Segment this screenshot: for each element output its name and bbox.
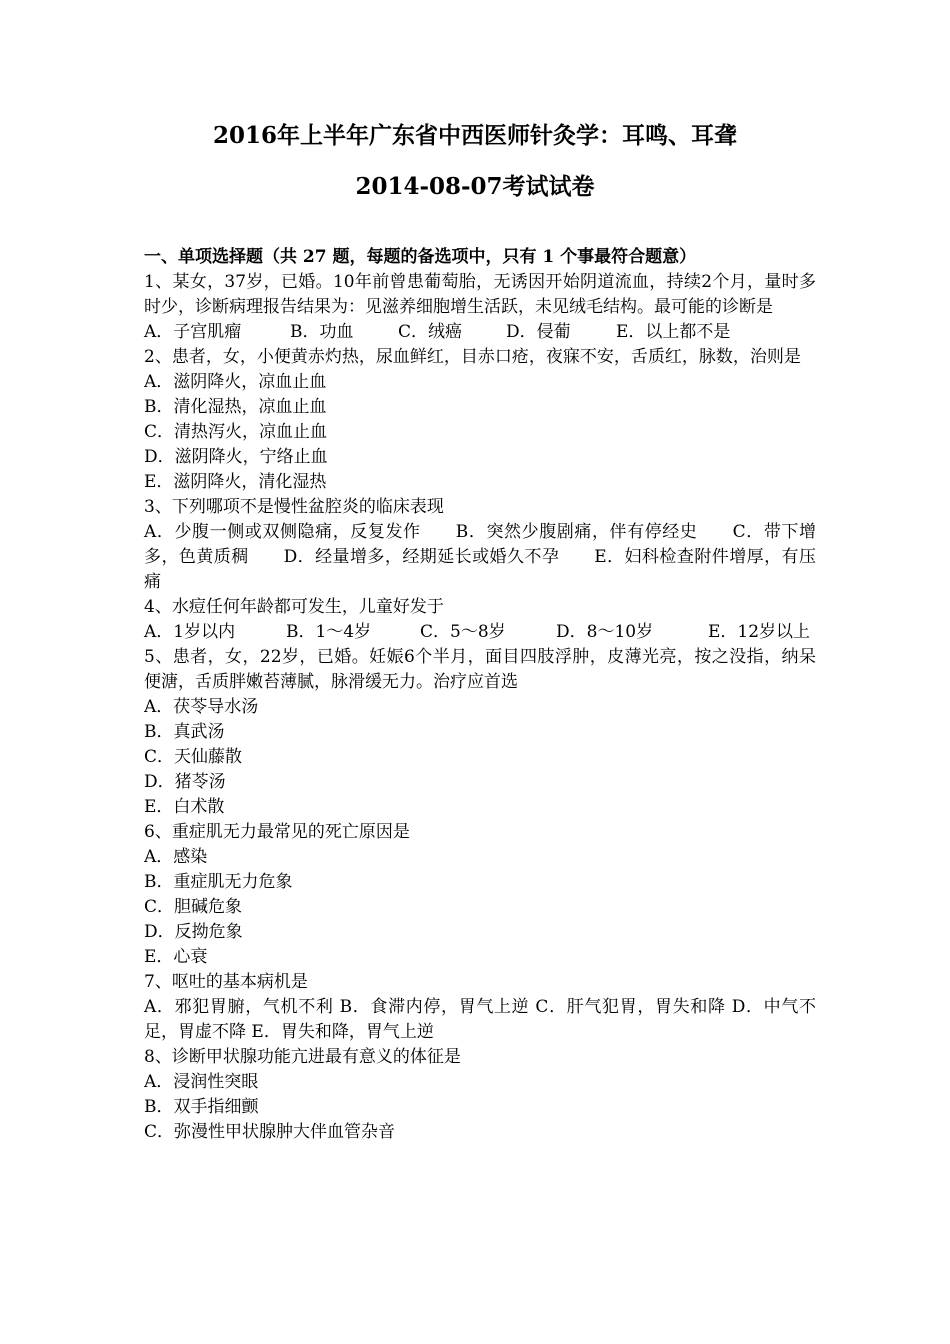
question-1 bbox=[144, 270, 816, 345]
question-8-text: 8、诊断甲状腺功能亢进最有意义的体征是 bbox=[144, 1047, 461, 1067]
option-d: D．反拗危象 bbox=[144, 922, 243, 942]
option-a: A．浸润性突眼 bbox=[144, 1072, 259, 1092]
option-a: A．感染 bbox=[144, 847, 208, 867]
option-e: E．滋阴降火，清化湿热 bbox=[144, 472, 327, 492]
document-title-line1: 2016年上半年广东省中西医师针灸学：耳鸣、耳聋 bbox=[212, 122, 737, 149]
question-4-text: 4、水痘任何年龄都可发生，儿童好发于 bbox=[144, 597, 444, 617]
option-c: C．弥漫性甲状腺肿大伴血管杂音 bbox=[144, 1122, 396, 1142]
option-a: A．滋阴降火，凉血止血 bbox=[144, 372, 327, 392]
option-a: A．子宫肌瘤 bbox=[144, 322, 242, 342]
option-a: A．1岁以内 bbox=[144, 622, 236, 642]
option-e: E．12岁以上 bbox=[708, 622, 811, 642]
option-d: D．侵葡 bbox=[506, 322, 571, 342]
option-b: B．功血 bbox=[290, 322, 354, 342]
exam-content bbox=[144, 245, 816, 1145]
option-c: C．胆碱危象 bbox=[144, 897, 243, 917]
question-7-text: 7、呕吐的基本病机是 bbox=[144, 972, 308, 992]
option-a: A．茯苓导水汤 bbox=[144, 697, 259, 717]
option-b: B．重症肌无力危象 bbox=[144, 872, 293, 892]
option-d: D．8～10岁 bbox=[556, 622, 654, 642]
option-d: D．滋阴降火，宁络止血 bbox=[144, 447, 328, 467]
option-e: E．以上都不是 bbox=[616, 322, 731, 342]
question-1-text: 1、某女，37岁，已婚。10年前曾患葡萄胎，无诱因开始阴道流血，持续2个月，量时多时少，诊断病理报告结果为：见滋养细胞增生活跃，未见绒毛结构。最可能的诊断是 bbox=[144, 272, 816, 317]
option-c: C．5～8岁 bbox=[420, 622, 506, 642]
document-title-line2: 2014-08-07考试试卷 bbox=[355, 173, 595, 200]
option-b: B．清化湿热，凉血止血 bbox=[144, 397, 327, 417]
option-b: B．双手指细颤 bbox=[144, 1097, 259, 1117]
question-1-options bbox=[144, 320, 816, 345]
option-e: E．白术散 bbox=[144, 797, 225, 817]
option-d: D．猪苓汤 bbox=[144, 772, 226, 792]
option-c: C．清热泻火，凉血止血 bbox=[144, 422, 328, 442]
question-6-text: 6、重症肌无力最常见的死亡原因是 bbox=[144, 822, 410, 842]
question-2-text: 2、患者，女，小便黄赤灼热，尿血鲜红，目赤口疮，夜寐不安，舌质红，脉数，治则是 bbox=[144, 347, 801, 367]
question-5-text: 5、患者，女，22岁，已婚。妊娠6个半月，面目四肢浮肿，皮薄光亮，按之没指，纳呆便溏，舌质胖嫩苔薄腻，脉滑缓无力。治疗应首选 bbox=[144, 647, 816, 692]
question-3-options: A．少腹一侧或双侧隐痛，反复发作 B．突然少腹剧痛，伴有停经史 C．带下增多，色黄质稠 D．经量增多，经期延长或婚久不孕 E．妇科检查附件增厚，有压痛 bbox=[144, 522, 816, 592]
question-4-options bbox=[144, 620, 816, 645]
question-4 bbox=[144, 595, 816, 645]
question-5 bbox=[144, 645, 816, 820]
question-2 bbox=[144, 345, 816, 495]
question-8 bbox=[144, 1045, 816, 1145]
option-b: B．真武汤 bbox=[144, 722, 225, 742]
question-3 bbox=[144, 495, 816, 595]
question-6 bbox=[144, 820, 816, 970]
question-7-options: A．邪犯胃腑，气机不利 B．食滞内停，胃气上逆 C．肝气犯胃，胃失和降 D．中气不足，胃虚不降 E．胃失和降，胃气上逆 bbox=[144, 997, 816, 1042]
option-c: C．绒癌 bbox=[398, 322, 463, 342]
question-7 bbox=[144, 970, 816, 1045]
section-heading: 一、单项选择题（共 27 题，每题的备选项中，只有 1 个事最符合题意） bbox=[144, 247, 697, 267]
question-3-text: 3、下列哪项不是慢性盆腔炎的临床表现 bbox=[144, 497, 444, 517]
option-b: B．1～4岁 bbox=[286, 622, 372, 642]
option-c: C．天仙藤散 bbox=[144, 747, 243, 767]
option-e: E．心衰 bbox=[144, 947, 208, 967]
